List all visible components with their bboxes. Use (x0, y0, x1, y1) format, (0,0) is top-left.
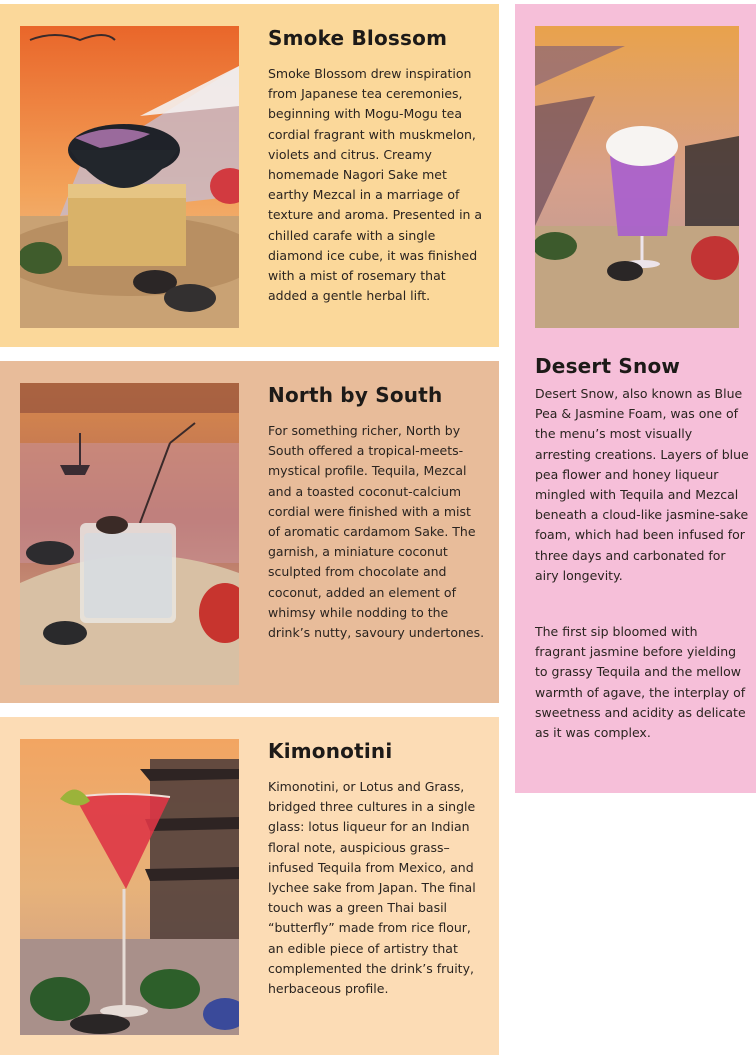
cocktail-description-continued: The first sip bloomed with fragrant jasmine before yielding to grassy Tequila and the mellow warmth of agave, the interplay of sweetness and acidity as delicate as it was complex. (535, 624, 746, 741)
cocktail-description: For something richer, North by South offered a tropical-meets-mystical profile. Tequila, Mezcal and a toasted coconut-calcium cordial were finished with a mist of aromatic cardamom Sake. The garnish, a miniature coconut sculpted from chocolate and coconut, added an element of whimsy while nodding to the drink’s nutty, savoury undertones. (268, 423, 485, 641)
kimonotini-photo (20, 739, 239, 1035)
cocktail-title: Kimonotini (268, 739, 393, 763)
cocktail-title: Desert Snow (535, 354, 681, 378)
cocktail-description: Kimonotini, or Lotus and Grass, bridged three cultures in a single glass: lotus liqueur for an Indian floral note, auspicious grass–infused Tequila from Mexico, and lychee sake from Japan. The final touch was a green Thai basil “butterfly” made from rice flour, an edible piece of artistry that complemented the drink’s fruity, herbaceous profile. (268, 779, 476, 997)
cocktail-description: Smoke Blossom drew inspiration from Japanese tea ceremonies, beginning with Mogu-Mogu tea cordial fragrant with muskmelon, violets and citrus. Creamy homemade Nagori Sake met earthy Mezcal in a marriage of texture and aroma. Presented in a chilled carafe with a single diamond ice cube, it was finished with a mist of rosemary that added a gentle herbal lift. (268, 66, 483, 304)
desert-snow-photo (535, 26, 739, 328)
cocktail-title: North by South (268, 383, 443, 407)
cocktail-card-desert-snow (515, 4, 756, 793)
north-by-south-photo (20, 383, 239, 685)
cocktail-card-kimonotini (0, 717, 499, 1055)
cocktail-description: Desert Snow, also known as Blue Pea & Jasmine Foam, was one of the menu’s most visually arresting creations. Layers of blue pea flower and honey liqueur mingled with Tequila and Mezcal beneath a cloud-like jasmine-sake foam, which had been infused for three days and carbonated for airy longevity. (535, 386, 749, 583)
cocktail-card-north-by-south (0, 361, 499, 703)
cocktail-title: Smoke Blossom (268, 26, 448, 50)
cocktail-card-smoke-blossom (0, 4, 499, 347)
smoke-blossom-photo (20, 26, 239, 328)
